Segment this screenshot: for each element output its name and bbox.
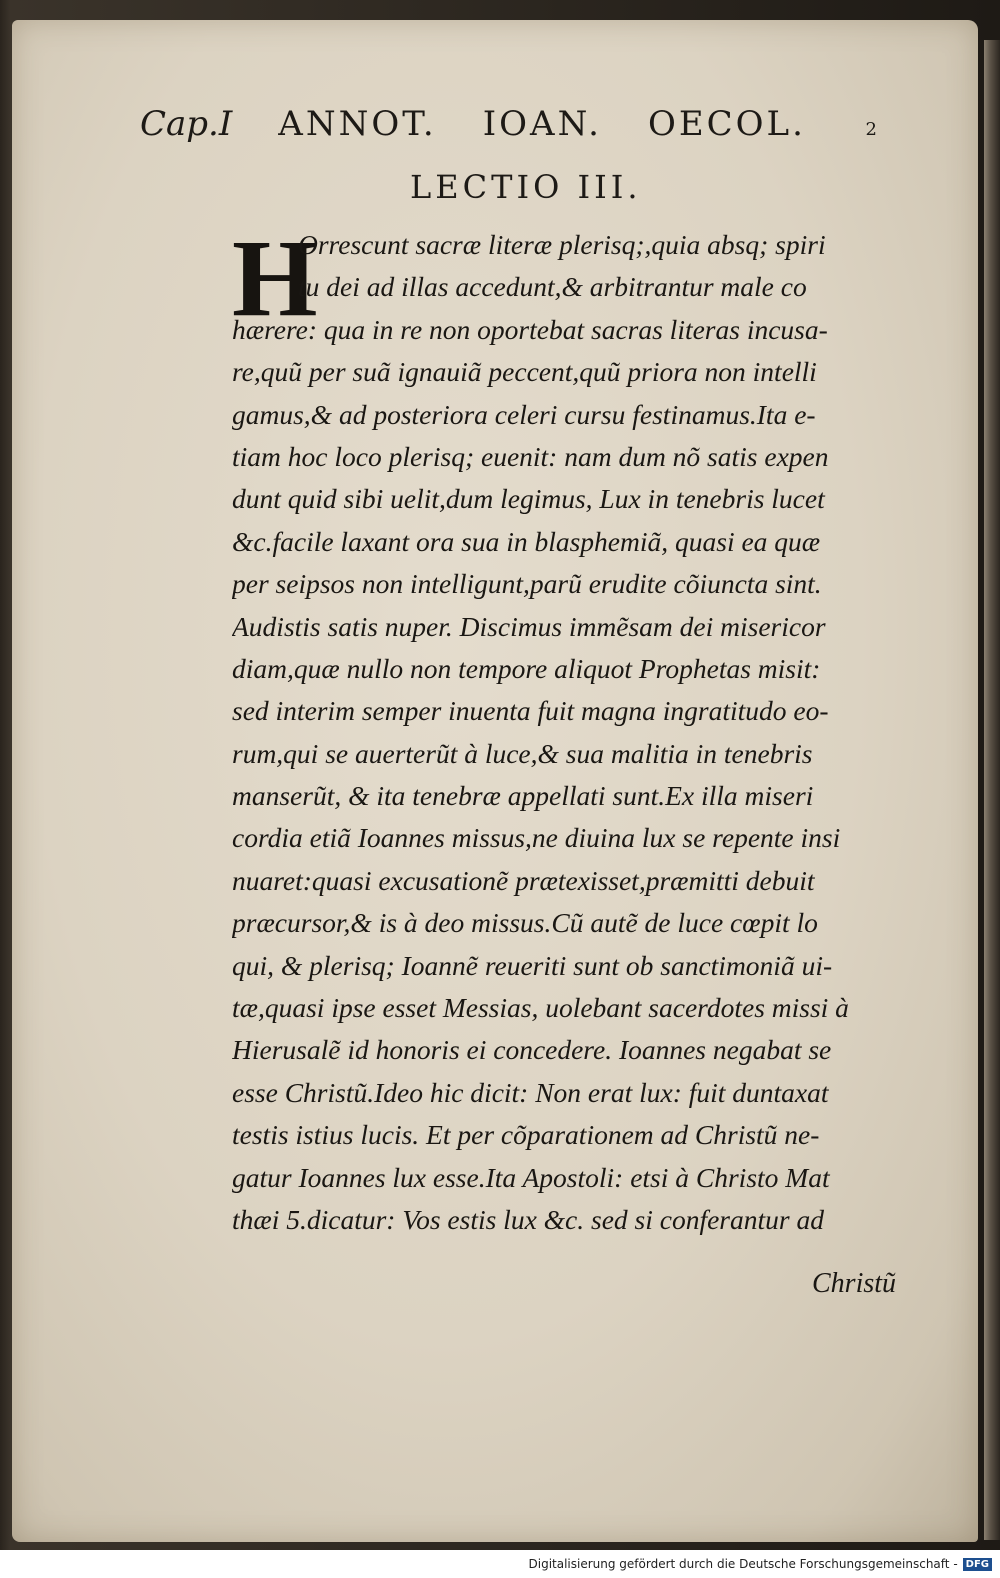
catchword: Christũ [812,1268,897,1299]
text-line: sed interim semper inuenta fuit magna ingratitudo eo- [232,695,829,727]
footer-bar [0,1550,1000,1578]
text-line: tu dei ad illas accedunt,& arbitrantur male co [298,271,807,303]
text-line: gatur Ioannes lux esse.Ita Apostoli: etsi à Christo Mat [232,1161,830,1193]
text-line: re,quũ per suã ignauiã peccent,quũ priora non intelli [232,356,817,388]
page-edge [984,40,1000,1540]
header-word-ioan: IOAN. [482,104,602,144]
text-line: qui, & plerisq; Ioannẽ reueriti sunt ob sanctimoniã ui- [232,949,833,981]
text-line: esse Christũ.Ideo hic dicit: Non erat lux: fuit duntaxat [232,1076,829,1108]
text-line: rum,qui se auerterũt à luce,& sua malitia in tenebris [232,737,813,769]
text-line: Orrescunt sacræ literæ plerisq;,quia absq; spiri [298,229,826,260]
text-line: diam,quæ nullo non tempore aliquot Prophetas misit: [232,652,821,684]
running-header [140,104,880,154]
text-line: tiam hoc loco plerisq; euenit: nam dum nõ satis expen [232,440,829,472]
text-line: hærere: qua in re non oportebat sacras literas incusa- [232,313,828,345]
text-line: præcursor,& is à deo missus.Cũ autẽ de luce cœpit lo [232,907,818,939]
body-text [232,217,912,1241]
header-word-annot: ANNOT. [278,104,437,144]
text-line: Audistis satis nuper. Discimus immẽsam dei misericor [232,610,826,642]
text-line: gamus,& ad posteriora celeri cursu festinamus.Ita e- [232,398,816,430]
text-line: manserũt, & ita tenebræ appellati sunt.Ex illa miseri [232,780,814,812]
text-line: dunt quid sibi uelit,dum legimus, Lux in tenebris lucet [232,483,825,515]
text-line: &c.facile laxant ora sua in blasphemiã, quasi ea quæ [232,525,821,557]
text-line: tæ,quasi ipse esset Messias, uolebant sacerdotes missi à [232,992,849,1024]
text-line: thæi 5.dicatur: Vos estis lux &c. sed si conferantur ad [232,1203,824,1235]
section-title: LECTIO III. [410,168,642,206]
dfg-logo: DFG [963,1558,992,1571]
text-line: Hierusalẽ id honoris ei concedere. Ioannes negabat se [232,1034,832,1066]
text-line: cordia etiã Ioannes missus,ne diuina lux se repente insi [232,822,841,854]
text-line: testis istius lucis. Et per cõparationem ad Christũ ne- [232,1119,820,1151]
text-line: nuaret:quasi excusationẽ prætexisset,præmitti debuit [232,864,815,896]
drop-initial: H [232,217,318,339]
page-number: 2 [865,119,880,140]
text-line: per seipsos non intelligunt,parũ erudite cõiuncta sint. [232,568,822,600]
chapter-label: Cap.I [140,104,233,144]
funding-credit: Digitalisierung gefördert durch die Deutsche Forschungsgemeinschaft - [528,1557,958,1571]
header-word-oecol: OECOL. [647,104,806,144]
